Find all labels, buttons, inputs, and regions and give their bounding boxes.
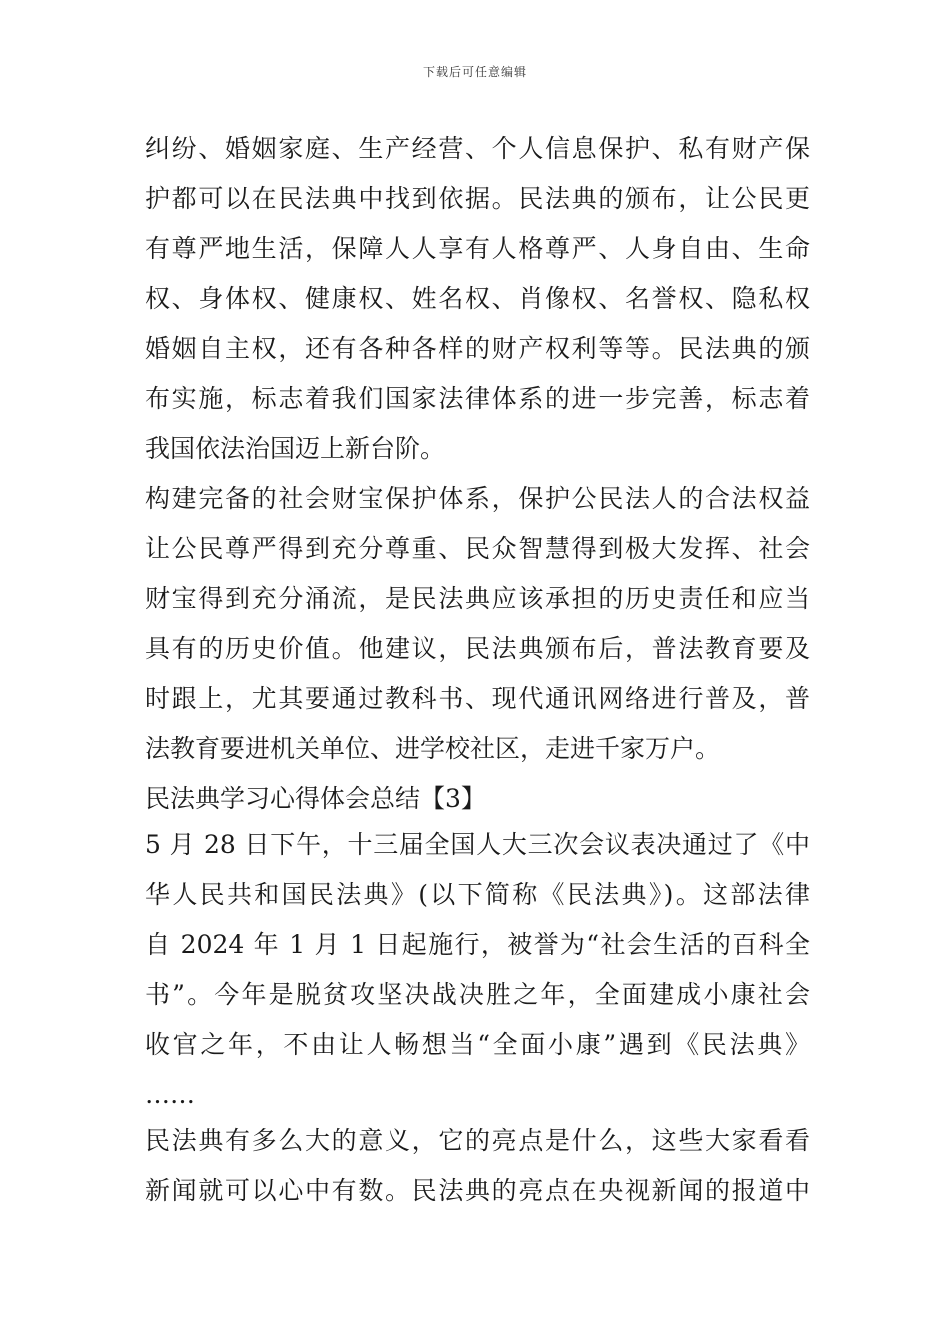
document-body: [145, 124, 810, 1216]
text-line: 华人民共和国民法典》(以下简称《民法典》)。这部法律: [145, 880, 810, 909]
text-line: 法教育要进机关单位、进学校社区，走进千家万户。: [145, 734, 721, 763]
section-heading: 民法典学习心得体会总结【3】: [145, 784, 486, 813]
text-line: 具有的历史价值。他建议，民法典颁布后，普法教育要及: [145, 634, 810, 663]
text-line: 民法典有多么大的意义，它的亮点是什么，这些大家看看: [145, 1126, 810, 1155]
text-line: 布实施，标志着我们国家法律体系的进一步完善，标志着: [145, 384, 810, 413]
text-line: 收官之年，不由让人畅想当“全面小康”遇到《民法典》: [145, 1030, 810, 1059]
text-line: 自 2024 年 1 月 1 日起施行，被誉为“社会生活的百科全: [145, 930, 810, 959]
text-line: 我国依法治国迈上新台阶。: [145, 434, 446, 463]
text-line: 婚姻自主权，还有各种各样的财产权利等等。民法典的颁: [145, 334, 810, 363]
text-line: 构建完备的社会财宝保护体系，保护公民法人的合法权益: [145, 484, 810, 513]
text-line: ……: [145, 1080, 195, 1109]
text-line: 书”。今年是脱贫攻坚决战决胜之年，全面建成小康社会: [145, 980, 810, 1009]
text-line: 时跟上，尤其要通过教科书、现代通讯网络进行普及，普: [145, 684, 810, 713]
text-line: 有尊严地生活，保障人人享有人格尊严、人身自由、生命: [145, 234, 810, 263]
text-line: 纠纷、婚姻家庭、生产经营、个人信息保护、私有财产保: [145, 134, 810, 163]
page-header: 下载后可任意编辑: [422, 65, 527, 79]
text-line: 财宝得到充分涌流，是民法典应该承担的历史责任和应当: [145, 584, 810, 613]
text-line: 护都可以在民法典中找到依据。民法典的颁布，让公民更: [145, 184, 810, 213]
text-line: 5 月 28 日下午，十三届全国人大三次会议表决通过了《中: [145, 830, 810, 859]
text-line: 权、身体权、健康权、姓名权、肖像权、名誉权、隐私权: [145, 284, 810, 313]
text-line: 让公民尊严得到充分尊重、民众智慧得到极大发挥、社会: [145, 534, 810, 563]
text-line: 新闻就可以心中有数。民法典的亮点在央视新闻的报道中: [145, 1176, 810, 1205]
